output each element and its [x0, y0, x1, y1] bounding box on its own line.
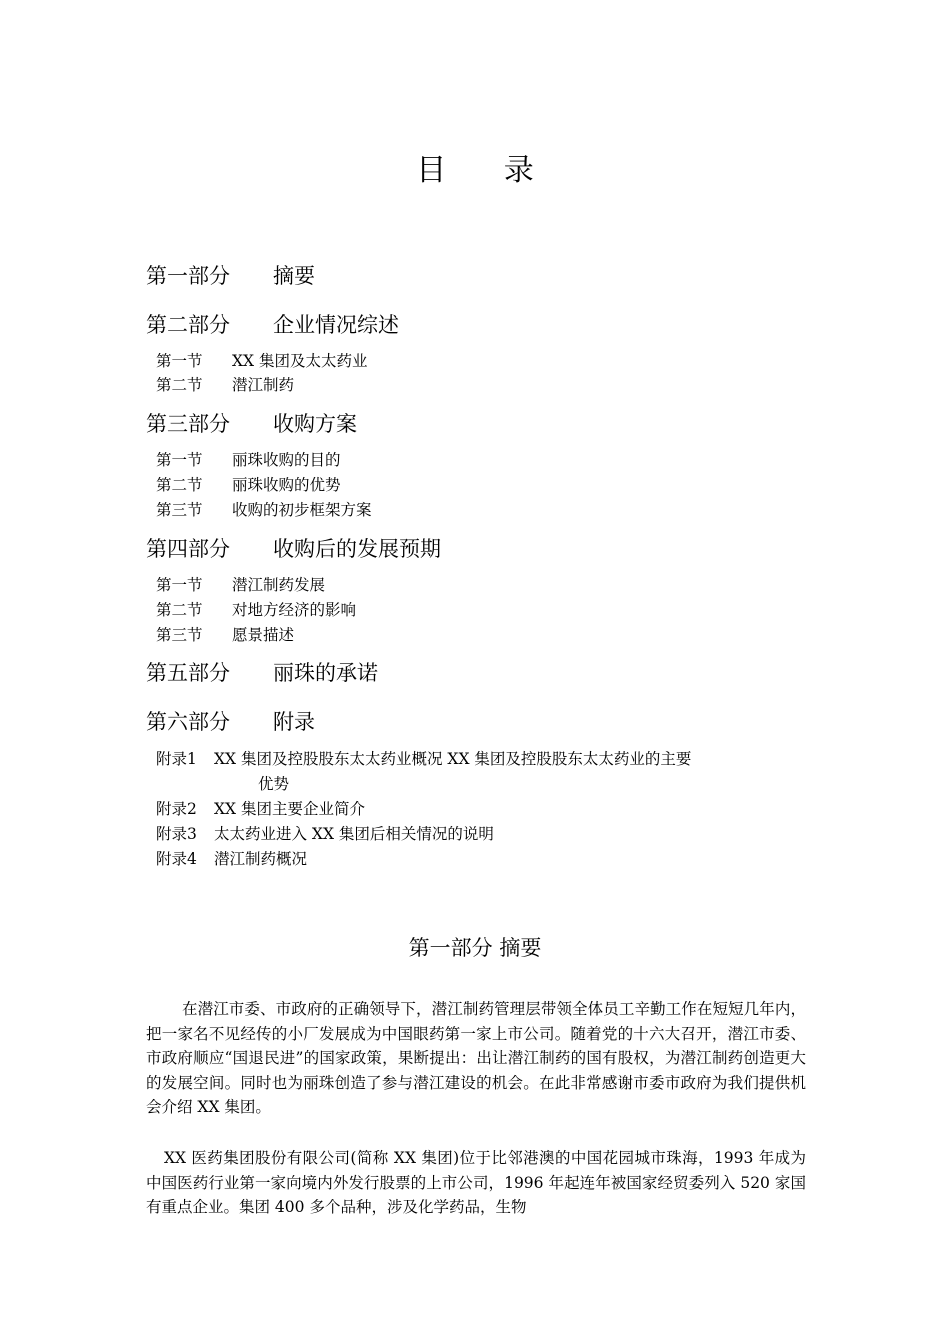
toc-section-2-1[interactable] [156, 350, 368, 372]
toc-appendix-4[interactable] [156, 847, 307, 871]
toc-appendix-label: 附录2 [156, 800, 197, 818]
toc-section-3-2[interactable] [156, 474, 341, 496]
toc-section-label: 第一节 [156, 352, 203, 370]
toc-appendix-title: XX 集团主要企业简介 [214, 800, 365, 818]
toc-part-title: 附录 [273, 710, 315, 734]
toc-appendix-title: 太太药业进入 XX 集团后相关情况的说明 [214, 825, 494, 843]
toc-section-2-2[interactable] [156, 374, 294, 396]
toc-appendix-1-continuation: 优势 [258, 775, 290, 793]
toc-part-label: 第三部分 [146, 412, 230, 436]
toc-part-2[interactable] [146, 311, 399, 339]
toc-part-label: 第二部分 [146, 313, 230, 337]
toc-section-title: 丽珠收购的目的 [232, 451, 341, 469]
toc-title: 目 录 [416, 153, 558, 188]
toc-section-label: 第二节 [156, 601, 203, 619]
toc-part-title: 丽珠的承诺 [273, 661, 378, 685]
toc-appendix-2[interactable] [156, 797, 365, 821]
toc-section-4-2[interactable] [156, 599, 356, 621]
toc-section-label: 第三节 [156, 501, 203, 519]
toc-section-label: 第二节 [156, 476, 203, 494]
toc-section-title: XX 集团及太太药业 [232, 352, 368, 370]
toc-part-title: 收购后的发展预期 [273, 537, 441, 561]
toc-section-3-1[interactable] [156, 449, 341, 471]
toc-section-title: 对地方经济的影响 [232, 601, 357, 619]
toc-appendix-label: 附录3 [156, 825, 197, 843]
toc-section-label: 第二节 [156, 376, 203, 394]
toc-part-label: 第一部分 [146, 264, 230, 288]
toc-appendix-title: 潜江制药概况 [214, 850, 308, 868]
toc-appendix-label: 附录4 [156, 850, 197, 868]
toc-part-title: 收购方案 [273, 412, 357, 436]
toc-part-4[interactable] [146, 535, 441, 563]
toc-part-6[interactable] [146, 708, 315, 736]
toc-part-title: 企业情况综述 [273, 313, 399, 337]
toc-section-label: 第三节 [156, 626, 203, 644]
toc-section-title: 潜江制药发展 [232, 576, 326, 594]
toc-section-3-3[interactable] [156, 499, 372, 521]
toc-part-3[interactable] [146, 410, 357, 438]
summary-heading: 第一部分 摘要 [408, 936, 542, 960]
toc-appendix-3[interactable] [156, 822, 494, 846]
toc-part-label: 第六部分 [146, 710, 230, 734]
toc-section-4-3[interactable] [156, 624, 294, 646]
toc-section-title: 潜江制药 [232, 376, 295, 394]
toc-section-label: 第一节 [156, 576, 203, 594]
toc-part-label: 第四部分 [146, 537, 230, 561]
toc-part-5[interactable] [146, 659, 378, 687]
toc-appendix-label: 附录1 [156, 750, 197, 768]
toc-section-title: 愿景描述 [232, 626, 295, 644]
toc-appendix-1[interactable] [156, 747, 691, 771]
summary-paragraph-2: XX 医药集团股份有限公司(简称 XX 集团)位于比邻港澳的中国花园城市珠海，1993 年成为中国医药行业第一家向境内外发行股票的上市公司，1996 年起连年被国家经贸委列入 520 家国有重点企业。集团 400 多个品种，涉及化学药品，生物 [146, 1149, 806, 1216]
toc-part-title: 摘要 [273, 264, 315, 288]
toc-part-1[interactable] [146, 262, 315, 290]
toc-section-title: 收购的初步框架方案 [232, 501, 372, 519]
toc-section-4-1[interactable] [156, 574, 325, 596]
summary-paragraph-1: 在潜江市委、市政府的正确领导下，潜江制药管理层带领全体员工辛勤工作在短短几年内，把一家名不见经传的小厂发展成为中国眼药第一家上市公司。随着党的十六大召开，潜江市委、市政府顺应“国退民进”的国家政策，果断提出：出让潜江制药的国有股权，为潜江制药创造更大的发展空间。同时也为丽珠创造了参与潜江建设的机会。在此非常感谢市委市政府为我们提供机会介绍 XX 集团。 [146, 1000, 806, 1116]
toc-section-title: 丽珠收购的优势 [232, 476, 341, 494]
toc-appendix-title: XX 集团及控股股东太太药业概况 XX 集团及控股股东太太药业的主要 [214, 750, 692, 768]
toc-section-label: 第一节 [156, 451, 203, 469]
toc-part-label: 第五部分 [146, 661, 230, 685]
